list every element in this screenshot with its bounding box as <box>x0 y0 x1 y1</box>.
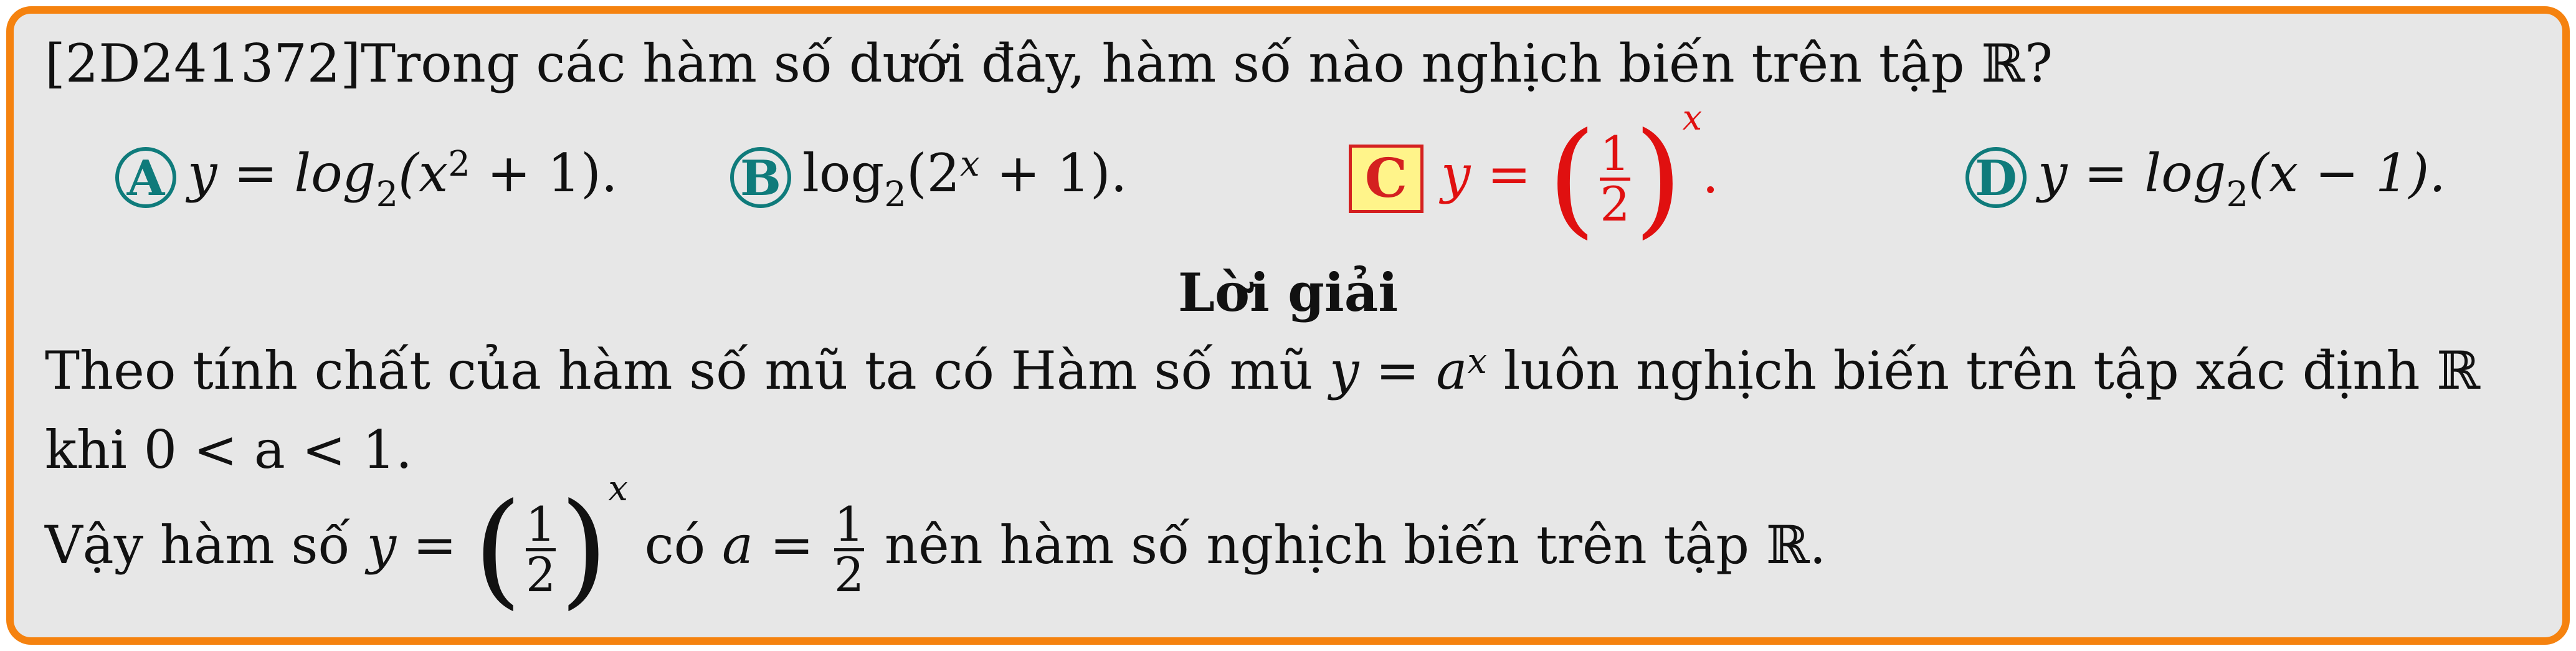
option-c-left-paren: ( <box>1547 106 1597 251</box>
option-d-sub: 2 <box>2226 174 2249 215</box>
option-c-den: 2 <box>1600 176 1630 232</box>
option-b-sup: x <box>960 144 980 184</box>
question-text: Trong các hàm số dưới đây, hàm số nào nghịch biến trên tập ℝ? <box>361 33 2053 94</box>
solution-left-paren: ( <box>473 477 522 622</box>
solution-right-paren: ) <box>559 477 609 622</box>
option-b[interactable] <box>730 142 1127 222</box>
solution-line3-start: Vậy hàm số <box>45 515 350 576</box>
solution-fraction-2 <box>834 496 865 602</box>
option-b-badge[interactable]: B <box>730 147 791 208</box>
option-c-badge[interactable]: C <box>1349 145 1423 213</box>
solution-line1-text: Theo tính chất của hàm số mũ ta có Hàm số mũ <box>45 340 1313 401</box>
option-a-prefix: y = log <box>188 143 376 204</box>
solution-line2-text: khi 0 < a < 1. <box>45 419 412 480</box>
solution-line-3 <box>45 468 1827 622</box>
option-b-open: (2 <box>906 143 961 204</box>
option-d-tail: (x − 1). <box>2248 143 2446 204</box>
solution-line3-y: y = <box>366 515 457 576</box>
option-a[interactable] <box>115 142 618 222</box>
solution-line1-expr: y = a <box>1329 340 1468 401</box>
solution-den-2: 2 <box>834 546 865 602</box>
problem-id: [2D241372] <box>45 33 361 94</box>
option-d[interactable] <box>1965 142 2446 222</box>
option-c-right-paren: ) <box>1633 106 1683 251</box>
solution-line3-mid: có <box>644 515 706 576</box>
option-c-fraction <box>1600 125 1630 232</box>
option-d-prefix: y = log <box>2038 143 2227 204</box>
option-a-sub: 2 <box>376 174 399 215</box>
solution-num-2: 1 <box>834 496 865 552</box>
question-line <box>45 32 2053 95</box>
solution-fraction-1 <box>525 496 556 602</box>
option-c-prefix: y = <box>1441 144 1531 205</box>
option-d-badge[interactable]: D <box>1965 147 2027 208</box>
solution-line3-end: nên hàm số nghịch biến trên tập ℝ. <box>884 515 1827 576</box>
solution-line1-sup: x <box>1467 341 1487 382</box>
option-a-open: (x <box>398 143 449 204</box>
option-c-tail: . <box>1702 144 1719 205</box>
option-c-num: 1 <box>1600 125 1630 181</box>
solution-line-2 <box>45 419 412 481</box>
solution-line-1 <box>45 340 2480 402</box>
solution-num-1: 1 <box>525 496 556 552</box>
option-b-tail: + 1). <box>979 143 1128 204</box>
option-b-prefix: log <box>802 143 885 204</box>
solution-title: Lời giải <box>1177 262 1399 323</box>
option-a-tail: + 1). <box>470 143 618 204</box>
solution-line3-sup: x <box>608 468 628 509</box>
solution-line3-a: a = <box>721 515 814 576</box>
option-a-sup: 2 <box>448 144 470 184</box>
option-b-sub: 2 <box>884 174 906 215</box>
option-a-badge[interactable]: A <box>115 147 176 208</box>
solution-line1-end: luôn nghịch biến trên tập xác định ℝ <box>1503 340 2481 401</box>
solution-den-1: 2 <box>525 546 556 602</box>
option-c-sup: x <box>1682 98 1703 138</box>
option-c[interactable] <box>1349 98 1719 251</box>
